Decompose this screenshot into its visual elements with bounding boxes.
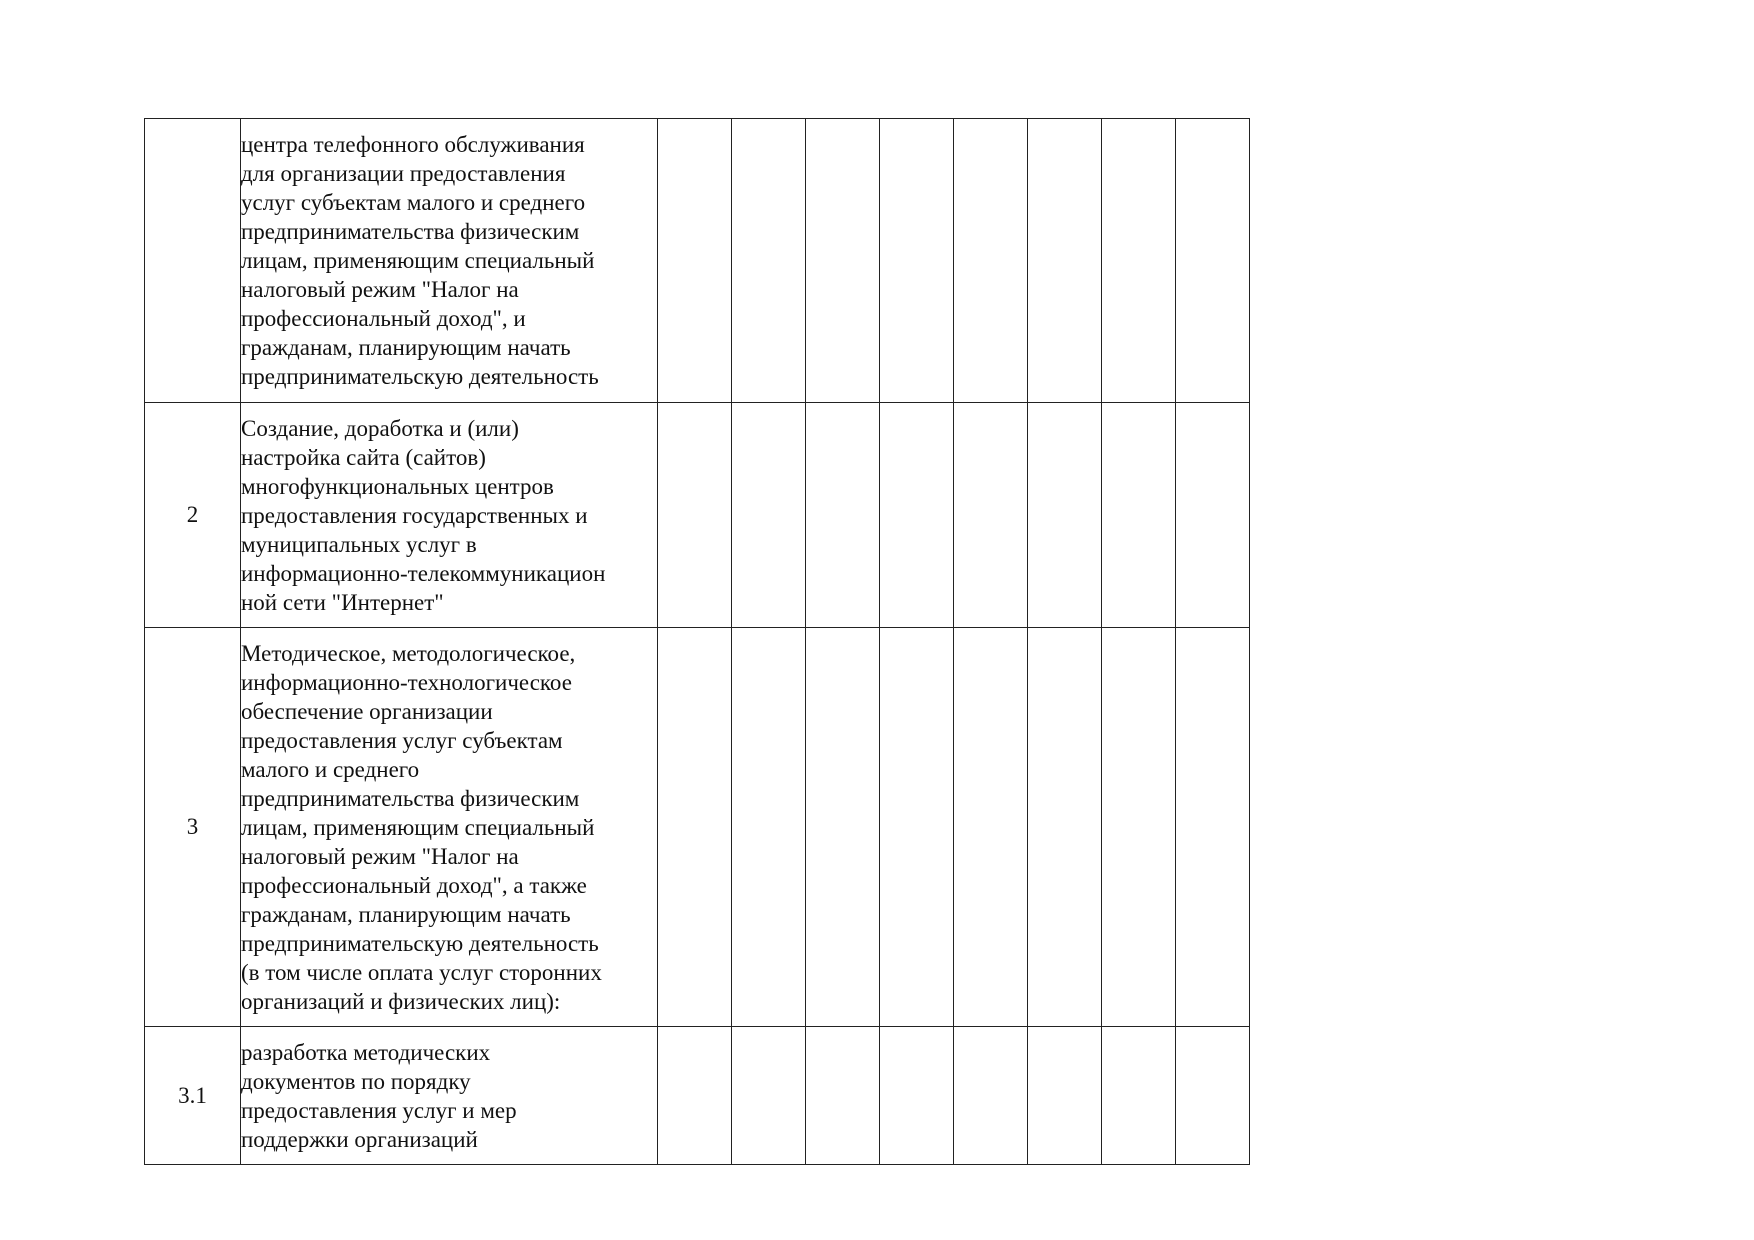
empty-cell [658, 403, 732, 628]
table-row [145, 119, 1250, 403]
empty-cell [806, 119, 880, 403]
empty-cell [806, 628, 880, 1027]
empty-cell [1028, 403, 1102, 628]
empty-cell [732, 1027, 806, 1165]
row-number [145, 119, 241, 403]
row-number: 2 [145, 403, 241, 628]
empty-cell [954, 628, 1028, 1027]
empty-cell [1102, 1027, 1176, 1165]
budget-table [144, 118, 1250, 1165]
empty-cell [880, 1027, 954, 1165]
empty-cell [806, 1027, 880, 1165]
empty-cell [880, 119, 954, 403]
empty-cell [1102, 628, 1176, 1027]
row-number: 3 [145, 628, 241, 1027]
empty-cell [1028, 1027, 1102, 1165]
empty-cell [1028, 628, 1102, 1027]
empty-cell [954, 403, 1028, 628]
row-description: Создание, доработка и (или) настройка сайта (сайтов) многофункциональных центров предоставления государственных и муниципальных услуг в информационно-телекоммуникацион ной сети "Интернет" [241, 403, 658, 628]
row-description: разработка методических документов по порядку предоставления услуг и мер поддержки организаций [241, 1027, 658, 1165]
empty-cell [1028, 119, 1102, 403]
empty-cell [880, 628, 954, 1027]
table-row [145, 628, 1250, 1027]
empty-cell [658, 628, 732, 1027]
empty-cell [732, 119, 806, 403]
row-description: центра телефонного обслуживания для организации предоставления услуг субъектам малого и среднего предпринимательства физическим лицам, применяющим специальный налоговый режим "Налог на профессиональный доход", и гражданам, планирующим начать предпринимательскую деятельность [241, 119, 658, 403]
row-description: Методическое, методологическое, информационно-технологическое обеспечение организации предоставления услуг субъектам малого и среднего предпринимательства физическим лицам, применяющим специальный налоговый режим "Налог на профессиональный доход", а также гражданам, планирующим начать предпринимательскую деятельность (в том числе оплата услуг сторонних организаций и физических лиц): [241, 628, 658, 1027]
empty-cell [954, 119, 1028, 403]
empty-cell [954, 1027, 1028, 1165]
table-row [145, 403, 1250, 628]
empty-cell [1176, 403, 1250, 628]
empty-cell [1102, 119, 1176, 403]
empty-cell [1176, 119, 1250, 403]
empty-cell [1102, 403, 1176, 628]
empty-cell [806, 403, 880, 628]
row-number: 3.1 [145, 1027, 241, 1165]
empty-cell [658, 119, 732, 403]
empty-cell [1176, 628, 1250, 1027]
empty-cell [732, 403, 806, 628]
table-row [145, 1027, 1250, 1165]
empty-cell [1176, 1027, 1250, 1165]
empty-cell [880, 403, 954, 628]
empty-cell [658, 1027, 732, 1165]
empty-cell [732, 628, 806, 1027]
